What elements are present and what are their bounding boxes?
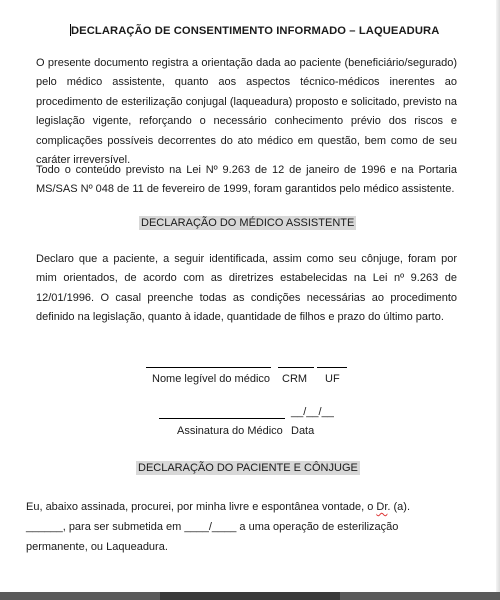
date-label: Data [291,425,315,437]
date-blank: __/__/__ [291,406,334,418]
document-title-text: DECLARAÇÃO DE CONSENTIMENTO INFORMADO – LAQUEADURA [71,25,440,37]
section-heading-doctor: DECLARAÇÃO DO MÉDICO ASSISTENTE [141,217,355,229]
document-title [70,24,440,37]
uf-label: UF [325,373,340,385]
toolbar-segment [340,592,500,600]
signature-label: Assinatura do Médico [177,425,283,437]
crm-line [278,367,314,368]
section-heading-patient: DECLARAÇÃO DO PACIENTE E CÔNJUGE [138,462,358,474]
patient-text-dr: Dr [376,501,388,513]
doctor-name-line [146,367,271,368]
paragraph-law: Todo o conteúdo previsto na Lei Nº 9.263 de 12 de janeiro de 1996 e na Portaria MS/SAS Nº 048 de 11 de fevereiro de 1999, foram garantidos pelo médico assistente. [36,164,457,196]
page-edge-shadow [496,0,500,592]
signature-line [159,418,285,419]
toolbar-segment [0,592,160,600]
crm-label: CRM [282,373,308,385]
uf-line [317,367,347,368]
doctor-name-label: Nome legível do médico [152,373,271,385]
paragraph-doctor-declaration: Declaro que a paciente, a seguir identificada, assim como seu cônjuge, foram por mim orientados, de acordo com as diretrizes estabelecidas na Lei nº 9.263 de 12/01/1996. O casal preenche todas as condições necessárias ao procedimento definido na legislação, quanto à idade, quantidade de filhos e prazo do último parto. [36,253,457,324]
paragraph-intro: O presente documento registra a orientação dada ao paciente (beneficiário/segurado) pelo médico assistente, quanto aos aspectos técnico-médicos inerentes ao procedimento de esterilização conjugal (laqueadura) proposto e solicitado, previsto na legislação vigente, reforçando o necessário conhecimento prévio dos riscos e complicações possíveis decorrentes do ato médico em questão, bem como de seu caráter irreversível. [36,57,457,167]
patient-text-part2: . (a). ______, para ser submetida em ____/____ a uma operação de esterilização permanente, ou Laqueadura. [26,501,411,553]
patient-text-part1: Eu, abaixo assinada, procurei, por minha livre e espontânea vontade, o [26,501,377,513]
paragraph-patient-declaration [26,497,446,557]
bottom-toolbar-strip [0,592,500,600]
